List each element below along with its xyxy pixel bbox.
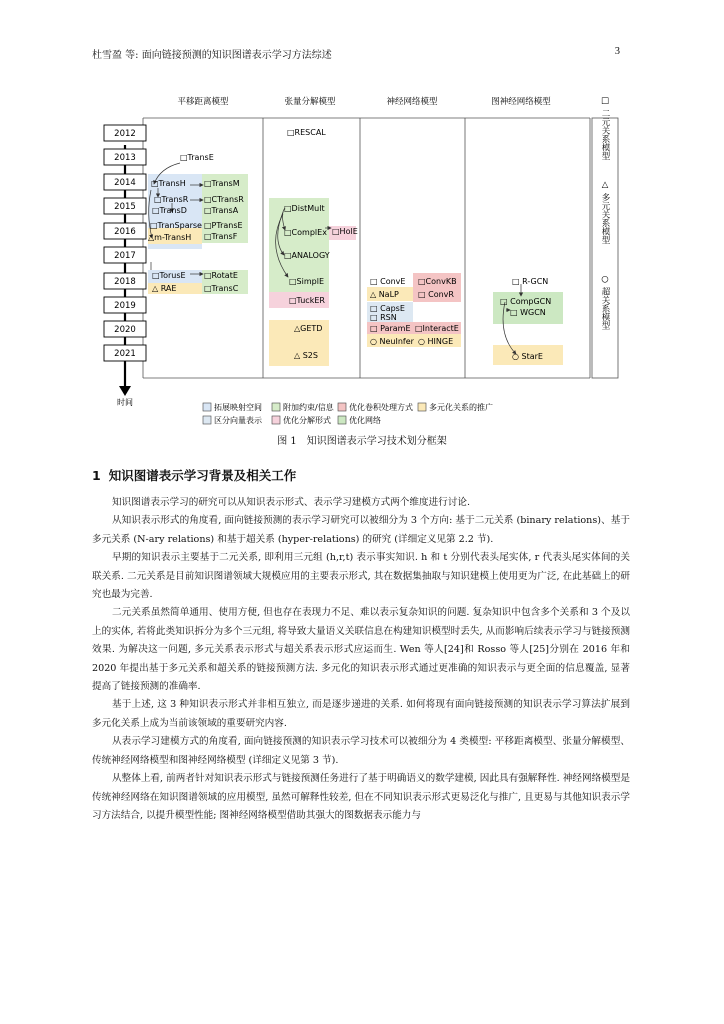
model-simple: □SimplE <box>289 277 325 286</box>
section-heading <box>92 466 304 484</box>
model-stare: ○ StarE <box>512 352 543 361</box>
figure-caption: 图 1 知识图谱表示学习技术划分框架 <box>277 436 447 447</box>
page-number: 3 <box>614 46 620 57</box>
paragraph-4: 二元关系虽然简单通用、使用方便, 但也存在表现力不足、难以表示复杂知识的问题. 复杂知识中包含多个关系和 3 个及以上的实体, 若将此类知识拆分为多个三元组, 将导致大量语义关联信息在构建知识模型时丢失, 从而影响后续表示学习与链接预测效果. 为解决这一问题, 多元关系表示形式与超关系表示形式应运而生. Wen 等人[24]和 Rosso 等人[25]分别在 2016 年和 2020 年提出基于多元关系和超关系的链接预测方法. 多元化的知识表示形式通过更准确的知识表示与更全面的信息覆盖, 显著提高了链接预测的准确率. <box>92 607 630 693</box>
model-rsn: □ RSN <box>370 313 397 322</box>
model-analogy: □ANALOGY <box>284 251 330 260</box>
model-convkb: □ConvKB <box>418 277 457 286</box>
model-transc: □TransC <box>204 284 239 293</box>
model-neuinfer: ○ NeuInfer <box>370 337 414 346</box>
model-transparse: □TranSparse <box>150 221 202 230</box>
year-2015: 2015 <box>114 202 136 212</box>
model-tucker: □TuckER <box>289 296 325 305</box>
model-rae: △ RAE <box>152 284 177 293</box>
model-hole: □HolE <box>332 227 358 236</box>
model-compgcn: □ CompGCN <box>500 297 552 306</box>
figure-framework <box>0 0 724 430</box>
column-header-gnn: 图神经网络模型 <box>491 97 551 107</box>
model-transm: □TransM <box>204 179 240 188</box>
model-transa: □TransA <box>204 206 239 215</box>
section-number: 1 <box>92 468 101 483</box>
year-2020: 2020 <box>114 325 136 335</box>
model-transh: □TransH <box>151 179 186 188</box>
running-header: 杜雪盈 等: 面向链接预测的知识图谱表示学习方法综述 <box>92 50 332 61</box>
legend-item-1: 附加约束/信息 <box>283 403 334 412</box>
model-rescal: □RESCAL <box>287 128 326 137</box>
side-legend-nary: △ 多元关系模型 <box>600 180 610 244</box>
side-legend-binary: □ 二元关系模型 <box>600 96 610 160</box>
column-header-translation: 平移距离模型 <box>177 97 229 107</box>
paragraph-6: 从表示学习建模方式的角度看, 面向链接预测的知识表示学习技术可以被细分为 4 类模型: 平移距离模型、张量分解模型、传统神经网络模型和图神经网络模型 (详细定义见第 3 节). <box>92 736 630 766</box>
paragraph-2: 从知识表示形式的角度看, 面向链接预测的表示学习研究可以被细分为 3 个方向: 基于二元关系 (binary relations)、基于多元关系 (N-ary relations) 和基于超关系 (hyper-relations) 的研究 (详细定义见第 2.2 节). <box>92 515 630 545</box>
year-2019: 2019 <box>114 301 136 311</box>
model-getd: △GETD <box>294 324 323 333</box>
year-2014: 2014 <box>114 178 136 188</box>
model-rotate: □RotatE <box>204 271 238 280</box>
year-2021: 2021 <box>114 349 136 359</box>
model-convr: □ ConvR <box>418 290 454 299</box>
model-rgcn: □ R-GCN <box>512 277 549 286</box>
section-title: 知识图谱表示学习背景及相关工作 <box>108 468 297 483</box>
paragraph-3: 早期的知识表示主要基于二元关系, 即利用三元组 (h,r,t) 表示事实知识. h 和 t 分别代表头尾实体, r 代表头尾实体间的关联关系. 二元关系是目前知识图谱领域大规模应用的主要表示形式, 其在数据集抽取与知识建模上使用更为广泛, 在此基础上的研究也最为完善. <box>92 552 630 601</box>
model-toruse: □TorusE <box>152 271 186 280</box>
legend-item-0: 拓展映射空间 <box>214 403 262 412</box>
column-header-tensor: 张量分解模型 <box>284 97 336 107</box>
model-transf: □TransF <box>204 232 238 241</box>
model-capse: □ CapsE <box>370 304 405 313</box>
model-conve: □ ConvE <box>370 277 406 286</box>
year-2017: 2017 <box>114 251 136 261</box>
model-nalp: △ NaLP <box>370 290 399 299</box>
model-s2s: △ S2S <box>294 351 318 360</box>
model-transr: □TransR <box>154 195 189 204</box>
legend-item-2: 优化卷积处理方式 <box>349 403 413 412</box>
paragraph-1: 知识图谱表示学习的研究可以从知识表示形式、表示学习建模方式两个维度进行讨论. <box>112 497 471 508</box>
model-ptranse: □PTransE <box>204 221 243 230</box>
model-mtransh: △m-TransH <box>148 233 192 242</box>
model-interacte: □InteractE <box>415 324 459 333</box>
paragraph-7: 从整体上看, 前两者针对知识表示形式与链接预测任务进行了基于明确语义的数学建模, 因此具有强解释性. 神经网络模型是传统神经网络在知识图谱领域的应用模型, 虽然可解释性较差, 但在不同知识表示形式更易泛化与推广, 且更易与其他知识表示学习方法结合, 以提升模型性能; 图神经网络模型借助其强大的图数据表示能力与 <box>92 773 630 821</box>
legend-item-4: 区分向量表示 <box>214 416 262 425</box>
paragraph-5: 基于上述, 这 3 种知识表示形式并非相互独立, 而是逐步递进的关系. 如何将现有面向链接预测的知识表示学习算法扩展到多元化关系上成为当前该领域的重要研究内容. <box>92 699 630 729</box>
legend-item-6: 优化网络 <box>349 416 381 425</box>
side-legend-hyper: ○ 超关系模型 <box>600 274 610 330</box>
body-text <box>92 494 630 825</box>
model-wgcn: □ WGCN <box>510 308 546 317</box>
model-ctransr: □CTransR <box>204 195 244 204</box>
legend-item-3: 多元化关系的推广 <box>429 403 493 412</box>
year-2018: 2018 <box>114 277 136 287</box>
year-2013: 2013 <box>114 153 136 163</box>
model-transd: □TransD <box>152 206 187 215</box>
model-distmult: □DistMult <box>284 204 325 213</box>
model-hinge: ○ HINGE <box>418 337 454 346</box>
column-header-neural: 神经网络模型 <box>386 97 438 107</box>
year-2012: 2012 <box>114 129 136 139</box>
model-transe: □TransE <box>180 153 214 162</box>
model-parame: □ ParamE <box>370 324 411 333</box>
year-2016: 2016 <box>114 227 136 237</box>
model-complex: □ComplEx <box>284 228 327 237</box>
time-label: 时间 <box>117 398 133 407</box>
legend-item-5: 优化分解形式 <box>283 416 331 425</box>
